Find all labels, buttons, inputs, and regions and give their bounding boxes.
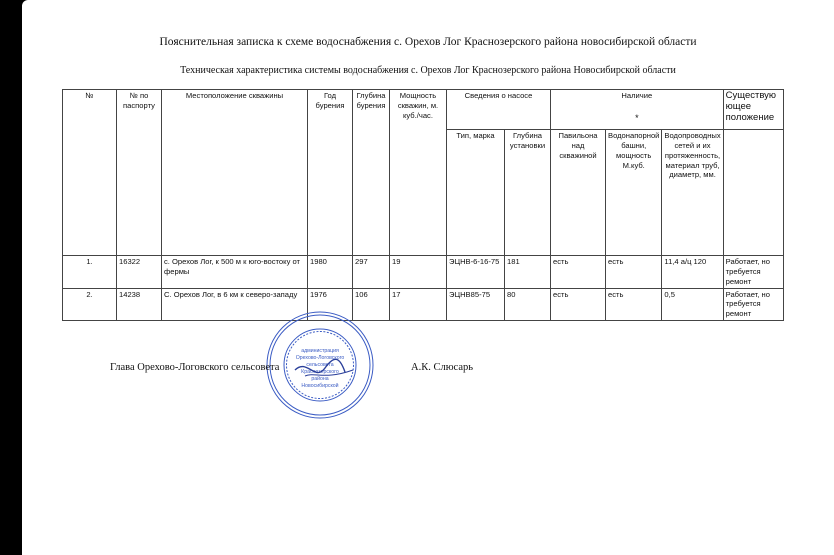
cell-status: Работает, но требуется ремонт: [723, 288, 783, 321]
cell-pump-depth: 80: [505, 288, 551, 321]
signatory-name: А.К. Слюсарь: [411, 362, 474, 373]
svg-text:района: района: [311, 376, 329, 382]
cell-passport: 16322: [117, 256, 162, 289]
cell-year: 1980: [308, 256, 353, 289]
header-year: Год бурения: [308, 90, 353, 256]
svg-text:Краснозерского: Краснозерского: [301, 369, 339, 375]
cell-tower: есть: [606, 256, 662, 289]
cell-depth: 106: [353, 288, 390, 321]
header-location: Местоположение скважины: [162, 90, 308, 256]
header-depth: Глубина бурения: [353, 90, 390, 256]
header-pavilion: Павильона над скважиной: [551, 130, 606, 256]
svg-text:Новосибирской: Новосибирской: [301, 383, 339, 389]
document-page: [22, 0, 834, 555]
header-tower: Водонапорной башни, мощность М.куб.: [606, 130, 662, 256]
cell-pavilion: есть: [551, 256, 606, 289]
cell-location: С. Орехов Лог, в 6 км к северо-западу: [162, 288, 308, 321]
svg-text:сельсовета: сельсовета: [306, 362, 334, 368]
water-supply-table: [62, 89, 784, 321]
cell-passport: 14238: [117, 288, 162, 321]
document-title: Пояснительная записка к схеме водоснабжения с. Орехов Лог Краснозерского района новосибирской области: [159, 36, 697, 48]
cell-capacity: 19: [390, 256, 447, 289]
cell-num: 2.: [63, 288, 117, 321]
header-pump-type: Тип, марка: [447, 130, 505, 256]
header-pump-depth: Глубина установки: [505, 130, 551, 256]
header-networks: Водопроводных сетей и их протяженность, материал труб, диаметр, мм.: [662, 130, 723, 256]
header-availability-label: Наличие: [621, 91, 653, 100]
header-availability: [551, 90, 724, 130]
cell-networks: 11,4 а/ц 120: [662, 256, 723, 289]
cell-pavilion: есть: [551, 288, 606, 321]
header-availability-mark: *: [635, 113, 639, 124]
table-row: [63, 256, 784, 289]
header-status-empty: [723, 130, 783, 256]
cell-tower: есть: [606, 288, 662, 321]
header-passport: № по паспорту: [117, 90, 162, 256]
table-row: [63, 288, 784, 321]
cell-pump-type: ЭЦНВ85-75: [447, 288, 505, 321]
cell-capacity: 17: [390, 288, 447, 321]
header-num: №: [63, 90, 117, 256]
cell-depth: 297: [353, 256, 390, 289]
cell-networks: 0,5: [662, 288, 723, 321]
header-status: Существую ющее положение: [723, 90, 783, 130]
official-stamp: [265, 310, 375, 420]
cell-num: 1.: [63, 256, 117, 289]
cell-year: 1976: [308, 288, 353, 321]
svg-text:Орехово-Логовского: Орехово-Логовского: [295, 355, 345, 361]
document-subtitle: Техническая характеристика системы водоснабжения с. Орехов Лог Краснозерского района Новосибирской области: [180, 65, 676, 76]
cell-pump-type: ЭЦНВ-6-16-75: [447, 256, 505, 289]
cell-pump-depth: 181: [505, 256, 551, 289]
cell-location: с. Орехов Лог, к 500 м к юго-востоку от фермы: [162, 256, 308, 289]
cell-status: Работает, но требуется ремонт: [723, 256, 783, 289]
svg-text:администрация: администрация: [301, 348, 339, 354]
signatory-position: Глава Орехово-Логовского сельсовета: [110, 362, 280, 373]
table-header-row: [63, 90, 784, 130]
header-pump-info: Сведения о насосе: [447, 90, 551, 130]
header-capacity: Мощность скважин, м. куб./час.: [390, 90, 447, 256]
